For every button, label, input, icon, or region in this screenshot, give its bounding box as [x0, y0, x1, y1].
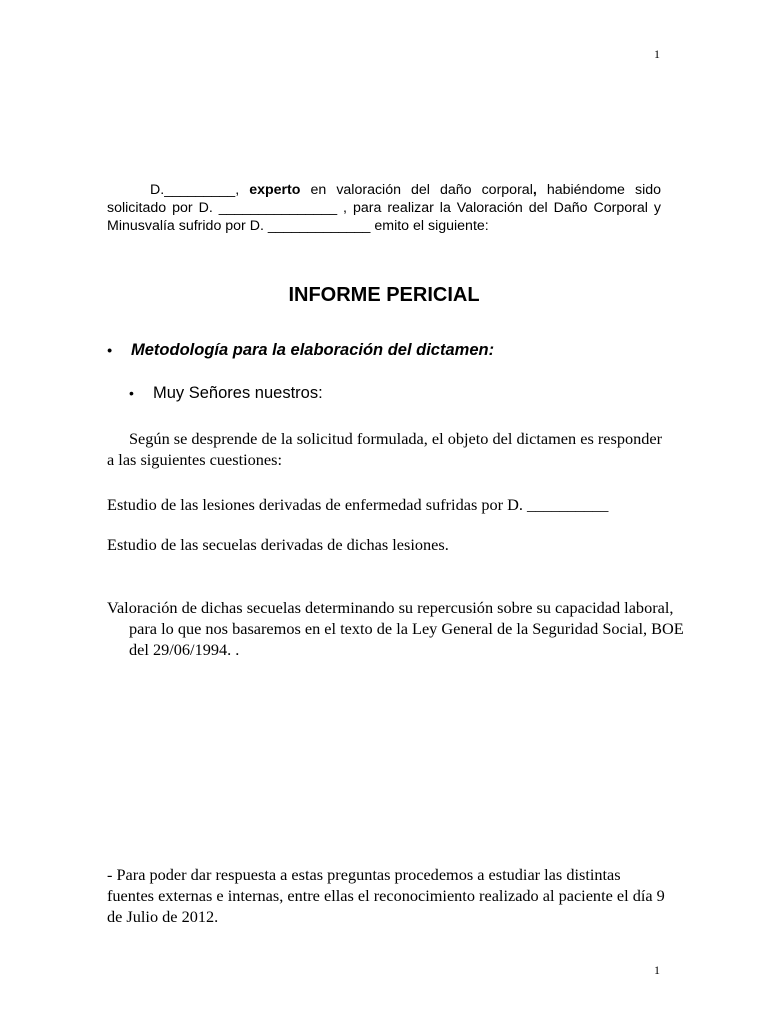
intro-text-2: habiéndome sido solicitado por D. _______________ , para realizar la Valoración del Daño Corporal y Minusvalía sufrido por D. _____________ emito el siguiente: — [107, 182, 661, 234]
intro-comma-1: , — [235, 182, 240, 198]
intro-text-1: en valoración del daño corporal — [310, 182, 533, 198]
bullet-dot-icon: • — [129, 385, 134, 401]
intro-comma-2: , — [532, 182, 537, 198]
bullet-greeting — [129, 384, 323, 403]
intro-paragraph — [107, 181, 661, 235]
page-number-bottom: 1 — [654, 963, 660, 977]
paragraph-objective: Según se desprende de la solicitud formulada, el objeto del dictamen es responder a las siguientes cuestiones: — [107, 429, 663, 469]
paragraph-lesions: Estudio de las lesiones derivadas de enfermedad sufridas por D. __________ — [107, 495, 609, 514]
intro-expert-word: experto — [249, 182, 301, 198]
bullet-greeting-text: Muy Señores nuestros: — [153, 384, 323, 402]
page-number-top: 1 — [654, 47, 660, 61]
paragraph-sequelae: Estudio de las secuelas derivadas de dichas lesiones. — [107, 535, 449, 554]
document-title: INFORME PERICIAL — [288, 284, 480, 306]
paragraph-valuation: Valoración de dichas secuelas determinando su repercusión sobre su capacidad laboral, para lo que nos basaremos en el texto de la Ley General de la Seguridad Social, BOE del 29/06/1994. . — [107, 598, 684, 659]
intro-d-name: D._________ — [150, 182, 236, 198]
bullet-methodology-text: Metodología para la elaboración del dictamen: — [131, 341, 495, 359]
paragraph-sources: - Para poder dar respuesta a estas preguntas procedemos a estudiar las distintas fuentes externas e internas, entre ellas el reconocimiento realizado al paciente el día 9 de Julio de 2012. — [107, 865, 665, 926]
bullet-dot-icon: • — [107, 342, 112, 358]
bullet-methodology — [107, 341, 494, 360]
